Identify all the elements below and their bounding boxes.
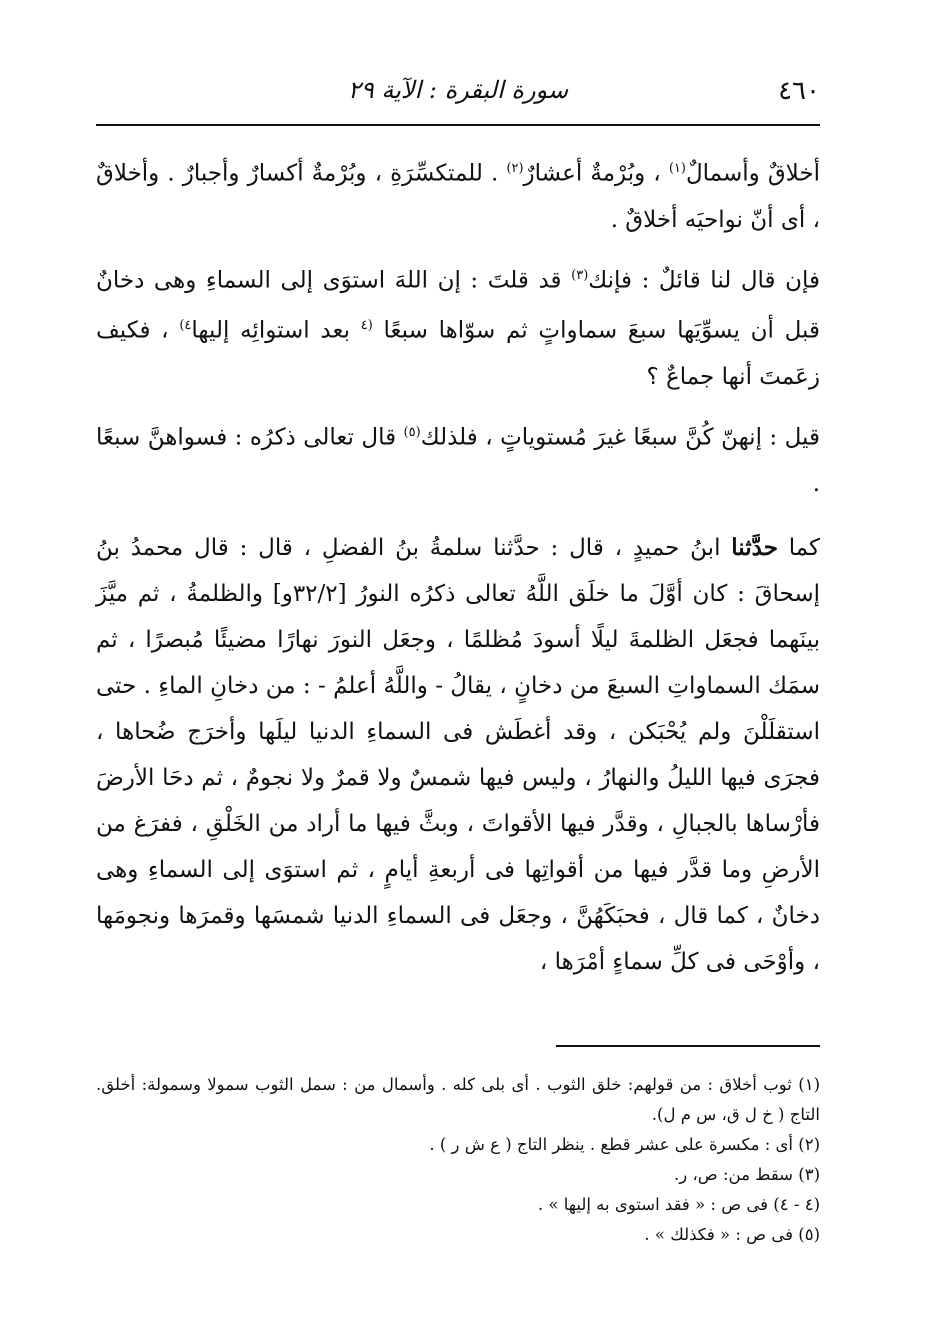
book-page	[96, 70, 820, 1244]
paragraph-4: كما حدَّثنا ابنُ حميدٍ ، قال : حدَّثنا سلمةُ بنُ الفضلِ ، قال : قال محمدُ بنُ إسحاقَ : كان أوَّلَ ما خلَق اللَّهُ تعالى ذكرُه النورُ [٣٢/٢و] والظلمةُ ، ثم ميَّزَ بينَهما فجعَل الظلمةَ ليلًا أسودَ مُظلمًا ، وجعَل النورَ نهارًا مضيئًا مُبصرًا ، ثم سمَك السماواتِ السبعَ من دخانٍ ، يقالُ - واللَّهُ أعلمُ - : من دخانِ الماءِ . حتى استقلَلْنَ ولم يُحْبَكن ، وقد أغطَش فى السماءِ الدنيا ليلَها وأخرَج ضُحاها ، فجرَى فيها الليلُ والنهارُ ، وليس فيها شمسٌ ولا قمرٌ ولا نجومٌ ، ثم دحَا الأرضَ فأرْساها بالجبالِ ، وقدَّر فيها الأقواتَ ، وبثَّ فيها ما أراد من الخَلْقِ ، ففرَغ من الأرضِ وما قدَّر فيها من أقواتِها فى أربعةِ أيامٍ ، ثم استوَى إلى السماءِ وهى دخانٌ ، كما قال ، فحبَكَهُنَّ ، وجعَل فى السماءِ الدنيا شمسَها وقمرَها ونجومَها ، وأوْحَى فى كلِّ سماءٍ أمْرَها ،	[96, 533, 820, 975]
paragraph-3: قيل : إنهنّ كُنَّ سبعًا غيرَ مُستوياتٍ ، فلذلك$^{(٥)}$ قال تعالى ذكرُه : فسواهنَّ سبعًا .	[96, 424, 820, 497]
footnotes	[96, 1070, 820, 1250]
header-rule	[96, 124, 820, 126]
running-title: سورة البقرة : الآية ٢٩	[347, 76, 569, 104]
page-header	[96, 70, 820, 114]
footnote-ref-1: (١)	[668, 161, 686, 176]
footnote-3: (٣) سقط من: ص، ر.	[673, 1165, 820, 1184]
main-text	[96, 146, 820, 985]
paragraph-1: أخلاقٌ وأسمالٌ$^{(١)}$ ، وبُرْمةٌ أعشارٌ$^{(٢)}$ . للمتكسِّرَةِ ، وبُرْمةٌ أكسارٌ وأجبارٌ . وأخلاقٌ ، أى أنّ نواحيَه أخلاقٌ .	[96, 160, 820, 233]
paragraph-2: فإن قال لنا قائلٌ : فإنك$^{(٣)}$ قد قلتَ : إن اللهَ استوَى إلى السماءِ وهى دخانٌ قبل أن يسوِّيَها سبعَ سماواتٍ ثم سوّاها سبعًا $^{(٤}$ بعد استوائِه إليها$^{٤)}$ ، فكيف زعَمتَ أنها جماعٌ ؟	[96, 267, 820, 390]
footnote-ref-4-end: ٤)	[179, 318, 192, 334]
footnote-2: (٢) أى : مكسرة على عشر قطع . ينظر التاج ( ع ش ر ) .	[429, 1135, 820, 1154]
footnote-5: (٥) فى ص : « فكذلك » .	[644, 1225, 820, 1244]
footnote-ref-2: (٢)	[506, 161, 524, 176]
footnote-ref-4-start: (٤	[360, 318, 373, 334]
footnote-rule	[556, 1045, 820, 1047]
footnote-1: (١) ثوب أخلاق : من قولهم: خلق الثوب . أى بلى كله . وأسمال من : سمل الثوب سمولا وسمولة: أخلق. التاج ( خ ل ق، س م ل).	[96, 1075, 820, 1124]
hadith-marker: حدَّثنا	[731, 533, 778, 561]
footnote-4: (٤ - ٤) فى ص : « فقد استوى به إليها » .	[537, 1195, 820, 1214]
page-number: ٤٦٠	[778, 76, 820, 106]
footnote-ref-3: (٣)	[571, 267, 589, 283]
footnote-ref-5: (٥)	[403, 424, 421, 440]
